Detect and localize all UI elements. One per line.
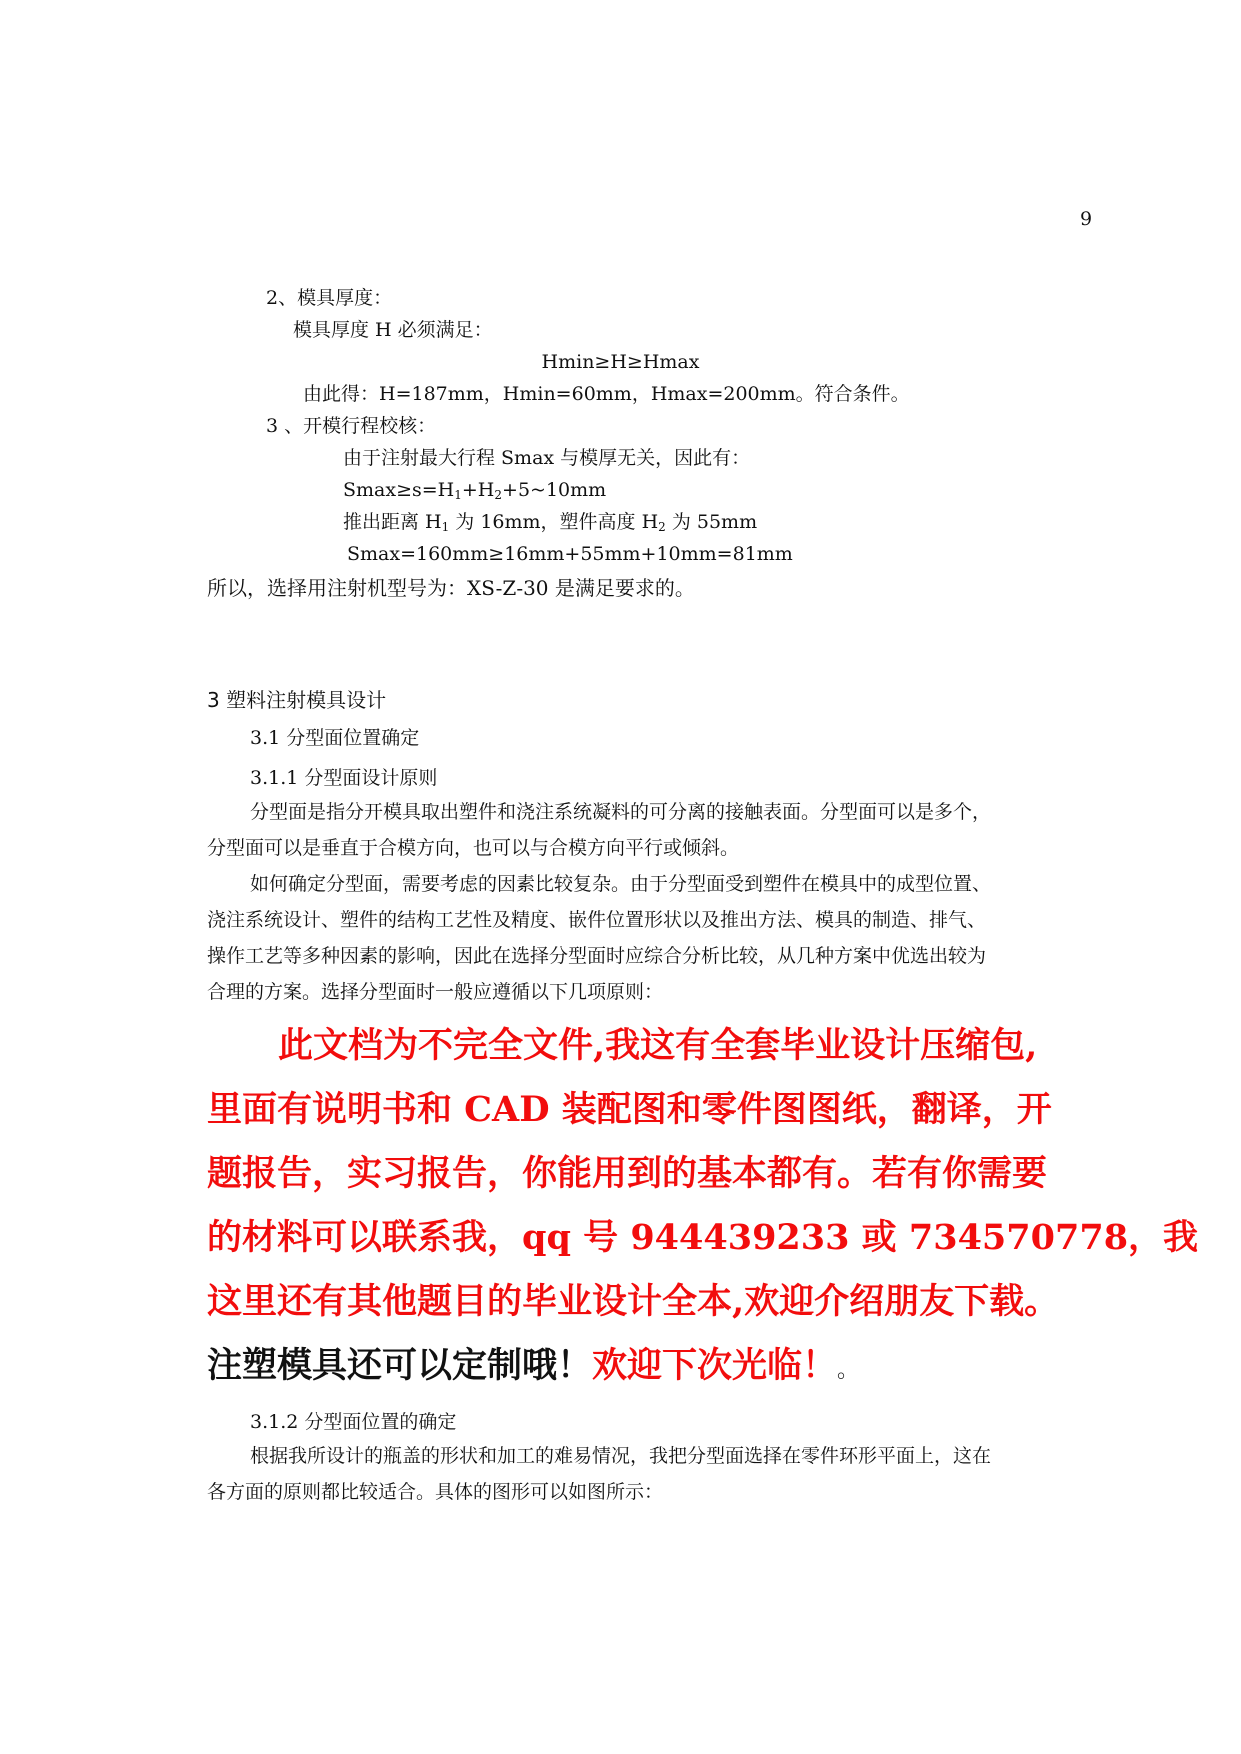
section-3-1-2-title: 3.1.2 分型面位置的确定 bbox=[250, 1411, 457, 1433]
section-3-1-1-title: 3.1.1 分型面设计原则 bbox=[250, 767, 438, 789]
stroke-line-2-sub2: 2 bbox=[494, 488, 503, 502]
promo-custom-text: 注塑模具还可以定制哦！ bbox=[207, 1345, 593, 1386]
stroke-line-3-sub2: 2 bbox=[658, 520, 666, 534]
paragraph-2-line-1: 如何确定分型面，需要考虑的因素比较复杂。由于分型面受到塑件在模具中的成型位置、 bbox=[250, 873, 992, 895]
stroke-line-3-sub1: 1 bbox=[441, 520, 450, 534]
promo-line-3: 题报告，实习报告，你能用到的基本都有。若有你需要 bbox=[207, 1153, 1048, 1194]
chapter-title: 3 塑料注射模具设计 bbox=[207, 688, 387, 712]
promo-welcome-text: 欢迎下次光临！ bbox=[592, 1345, 838, 1386]
stroke-line-2 bbox=[343, 478, 606, 507]
stroke-line-3-suffix: 为 55mm bbox=[665, 511, 758, 533]
stroke-line-1: 由于注射最大行程 Smax 与模厚无关，因此有： bbox=[343, 447, 751, 469]
promo-end-mark: 。 bbox=[837, 1358, 860, 1383]
thickness-condition: 模具厚度 H 必须满足： bbox=[293, 319, 493, 341]
promo-line-5: 这里还有其他题目的毕业设计全本,欢迎介绍朋友下载。 bbox=[207, 1281, 1060, 1322]
paragraph-2-line-4: 合理的方案。选择分型面时一般应遵循以下几项原则： bbox=[207, 981, 664, 1003]
promo-line-2: 里面有说明书和 CAD 装配图和零件图图纸，翻译，开 bbox=[207, 1089, 1052, 1130]
stroke-heading: 3 、开模行程校核： bbox=[266, 415, 437, 437]
stroke-line-2-suffix: +5~10mm bbox=[502, 479, 607, 501]
paragraph-1-line-2: 分型面可以是垂直于合模方向，也可以与合模方向平行或倾斜。 bbox=[207, 837, 740, 859]
stroke-line-3 bbox=[343, 510, 757, 539]
promo-line-4: 的材料可以联系我，qq 号 944439233 或 734570778，我 bbox=[207, 1217, 1199, 1258]
page-number: 9 bbox=[1080, 208, 1093, 230]
stroke-line-2-sub1: 1 bbox=[454, 488, 462, 502]
promo-line-1: 此文档为不完全文件,我这有全套毕业设计压缩包, bbox=[278, 1025, 1038, 1066]
promo-line-6 bbox=[207, 1344, 859, 1393]
paragraph-1-line-1: 分型面是指分开模具取出塑件和浇注系统凝料的可分离的接触表面。分型面可以是多个， bbox=[250, 801, 992, 823]
thickness-heading: 2、模具厚度： bbox=[266, 287, 393, 309]
stroke-line-3-prefix: 推出距离 H bbox=[343, 511, 442, 533]
thickness-formula: Hmin≥H≥Hmax bbox=[541, 351, 700, 373]
paragraph-2-line-3: 操作工艺等多种因素的影响，因此在选择分型面时应综合分析比较，从几种方案中优选出较为 bbox=[207, 945, 987, 967]
paragraph-3-line-2: 各方面的原则都比较适合。具体的图形可以如图所示： bbox=[207, 1481, 664, 1503]
section-3-1-title: 3.1 分型面位置确定 bbox=[250, 727, 420, 749]
paragraph-2-line-2: 浇注系统设计、塑件的结构工艺性及精度、嵌件位置形状以及推出方法、模具的制造、排气、 bbox=[207, 909, 987, 931]
stroke-line-4: Smax=160mm≥16mm+55mm+10mm=81mm bbox=[347, 543, 793, 565]
conclusion-line: 所以，选择用注射机型号为：XS-Z-30 是满足要求的。 bbox=[207, 576, 695, 600]
stroke-line-2-prefix: Smax≥s=H bbox=[343, 479, 455, 501]
stroke-line-2-mid: +H bbox=[461, 479, 495, 501]
stroke-line-3-mid: 为 16mm，塑件高度 H bbox=[449, 511, 659, 533]
paragraph-3-line-1: 根据我所设计的瓶盖的形状和加工的难易情况，我把分型面选择在零件环形平面上，这在 bbox=[250, 1445, 992, 1467]
thickness-result: 由此得：H=187mm，Hmin=60mm，Hmax=200mm。符合条件。 bbox=[303, 383, 910, 405]
